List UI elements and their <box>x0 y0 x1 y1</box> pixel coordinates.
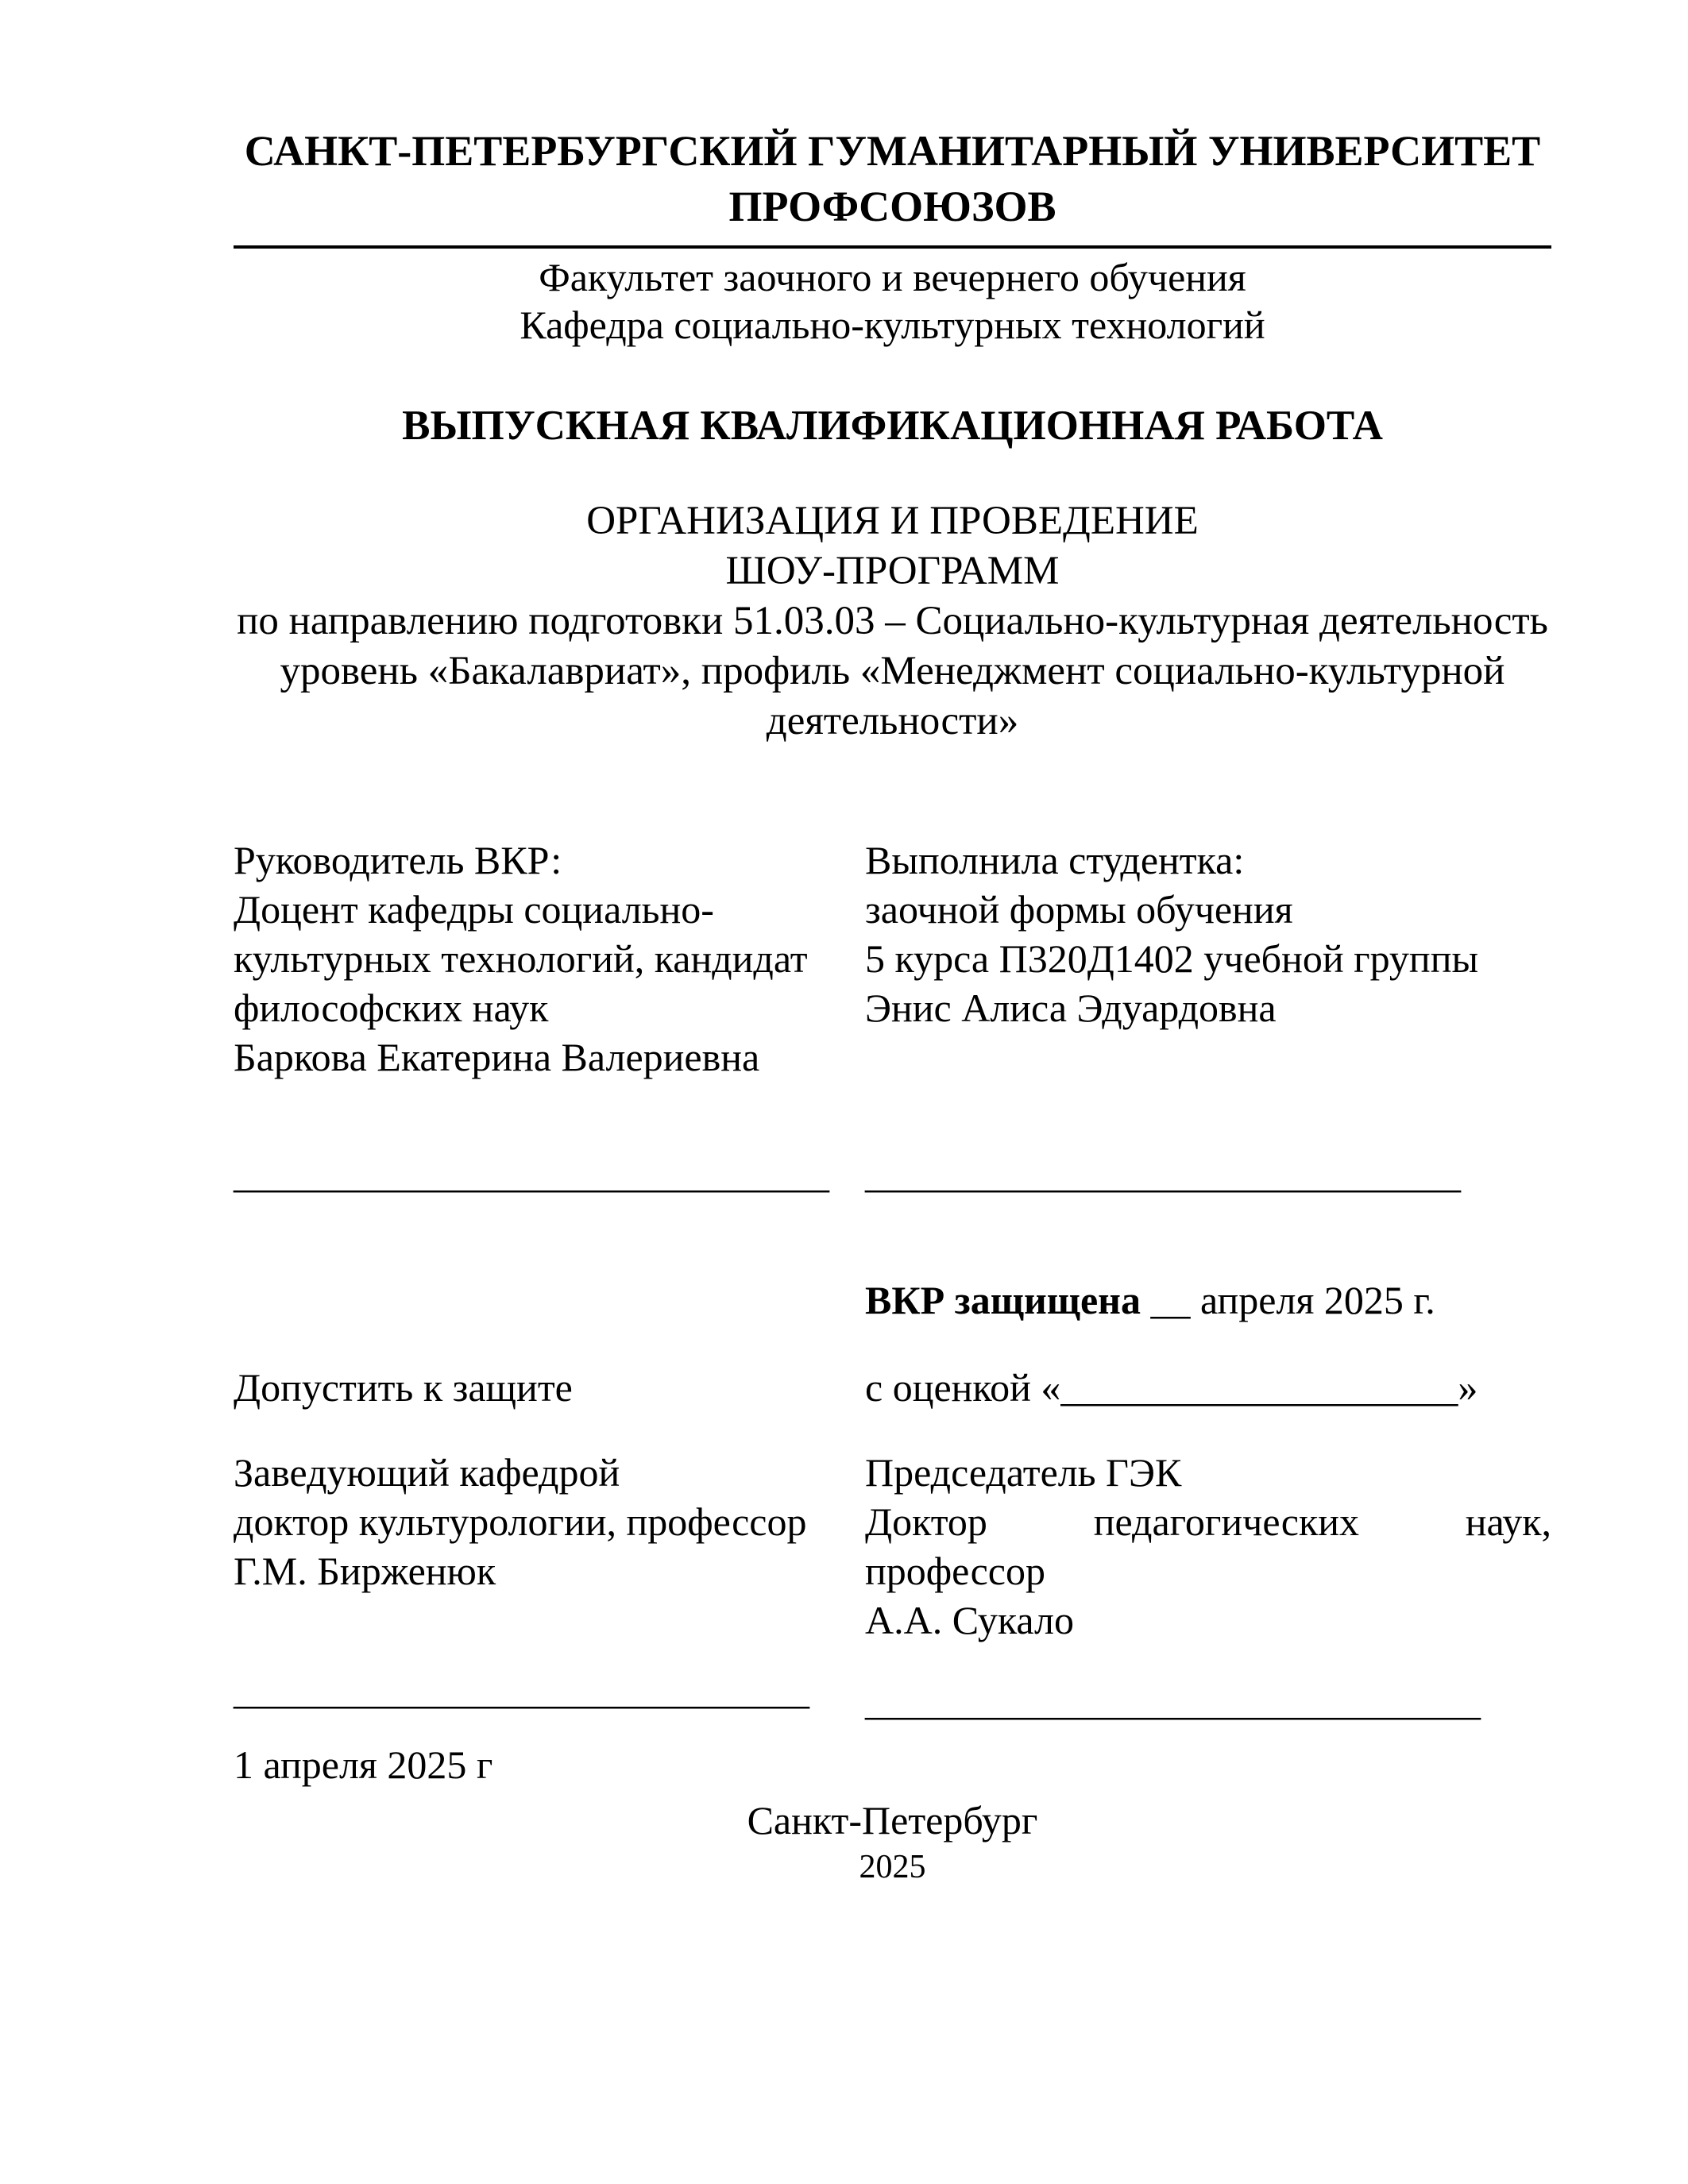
student-line: заочной формы обучения <box>865 887 1293 932</box>
gek-chair-signature-line: _______________________________ <box>865 1679 1481 1723</box>
student-name: Энис Алиса Эдуардовна <box>865 986 1277 1030</box>
thesis-title-line-2: ШОУ-ПРОГРАММ <box>725 549 1060 593</box>
thesis-title-line-1: ОРГАНИЗАЦИЯ И ПРОВЕДЕНИЕ <box>586 499 1199 543</box>
student-line: 5 курса П320Д1402 учебной группы <box>865 936 1479 981</box>
defense-spacer <box>234 1275 865 1325</box>
department-head-degree: доктор культурологии, профессор <box>234 1499 807 1544</box>
year-line: 2025 <box>859 1849 926 1885</box>
grade-blank-line: с оценкой «____________________» <box>865 1365 1478 1410</box>
supervisor-line: Доцент кафедры социально- <box>234 887 714 932</box>
defense-row <box>234 1275 1551 1325</box>
document-header <box>234 123 1551 349</box>
supervisor-signature-line: ______________________________ <box>234 1152 829 1196</box>
admit-to-defense-label: Допустить к защите <box>234 1365 573 1410</box>
defense-date-blank: __ апреля 2025 г. <box>1140 1278 1435 1322</box>
university-name: САНКТ-ПЕТЕРБУРГСКИЙ ГУМАНИТАРНЫЙ УНИВЕРСИТЕТ ПРОФСОЮЗОВ <box>244 127 1541 230</box>
supervisor-heading: Руководитель ВКР: <box>234 838 562 882</box>
work-type-title: ВЫПУСКНАЯ КВАЛИФИКАЦИОННАЯ РАБОТА <box>402 403 1383 449</box>
supervisor-block <box>234 835 865 1082</box>
gek-chair-name: А.А. Сукало <box>865 1598 1074 1642</box>
student-signature-line: ______________________________ <box>865 1152 1461 1196</box>
department-head-name: Г.М. Бирженюк <box>234 1549 496 1593</box>
signature-row-2 <box>234 1665 1551 1726</box>
thesis-title-block <box>234 496 1551 747</box>
gek-chair-title: Председатель ГЭК <box>865 1450 1182 1495</box>
gek-chair-degree-2: профессор <box>865 1549 1045 1593</box>
gek-chair-degree-word: педагогических <box>1093 1499 1359 1544</box>
supervisor-line: философских наук <box>234 986 549 1030</box>
supervisor-line: культурных технологий, кандидат <box>234 936 808 981</box>
signature-row-1 <box>234 1149 1551 1198</box>
program-line-3: деятельности» <box>766 699 1019 743</box>
student-block <box>865 835 1551 1082</box>
faculty-line: Факультет заочного и вечернего обучения <box>539 255 1246 299</box>
city-line: Санкт-Петербург <box>747 1798 1038 1843</box>
program-line-1: по направлению подготовки 51.03.03 – Социально-культурная деятельность <box>237 599 1548 643</box>
gek-chair-degree-line <box>865 1497 1551 1546</box>
student-heading: Выполнила студентка: <box>865 838 1245 882</box>
department-head-title: Заведующий кафедрой <box>234 1450 620 1495</box>
document-footer <box>234 1796 1551 1889</box>
gek-chair-degree-word: Доктор <box>865 1499 987 1544</box>
department-line: Кафедра социально-культурных технологий <box>520 303 1265 347</box>
header-rule <box>234 245 1551 249</box>
defense-label: ВКР защищена <box>865 1278 1141 1322</box>
gek-chair-block <box>865 1448 1551 1645</box>
people-section <box>234 835 1551 1082</box>
supervisor-name: Баркова Екатерина Валериевна <box>234 1035 760 1079</box>
admission-row <box>234 1363 1551 1412</box>
department-head-signature-line: _____________________________ <box>234 1668 809 1712</box>
department-head-block <box>234 1448 865 1645</box>
admission-date-line: 1 апреля 2025 г <box>234 1742 493 1787</box>
officials-section <box>234 1448 1551 1645</box>
gek-chair-degree-word: наук, <box>1465 1499 1551 1544</box>
program-line-2: уровень «Бакалавриат», профиль «Менеджмент социально-культурной <box>280 649 1505 693</box>
defense-statement <box>865 1275 1551 1325</box>
